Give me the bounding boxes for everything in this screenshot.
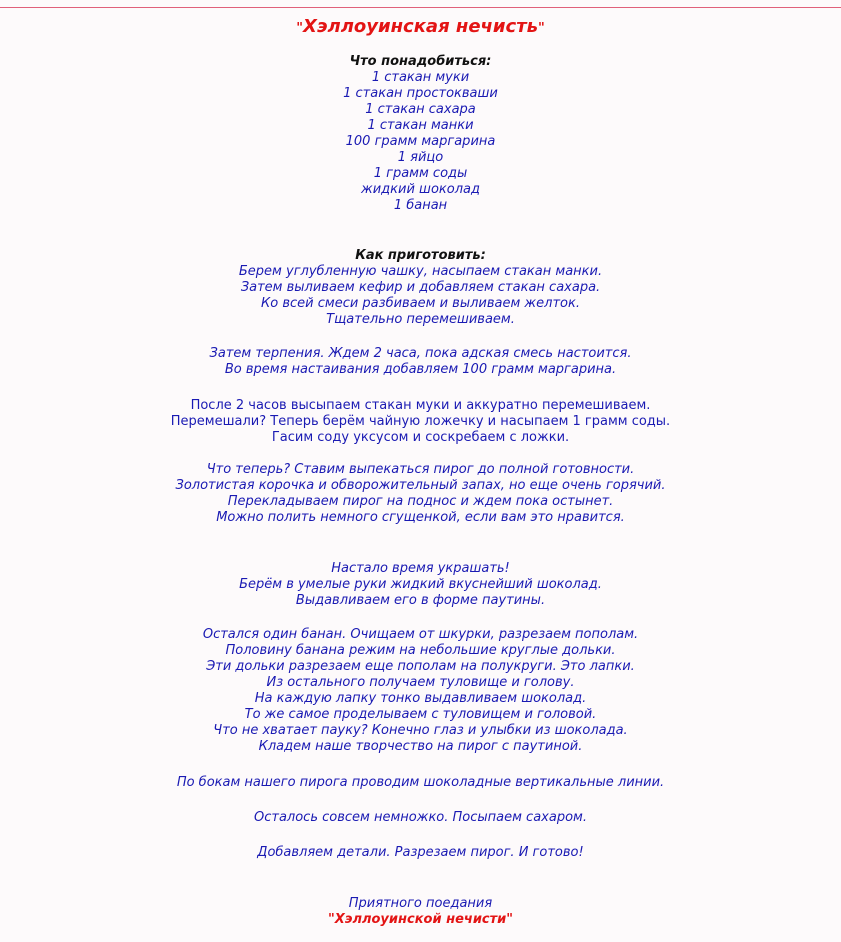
method-section	[0, 248, 841, 328]
method-line: Затем терпения. Ждем 2 часа, пока адская смесь настоится.	[209, 346, 632, 361]
method-line: Настало время украшать!	[331, 561, 510, 576]
method-line: Эти дольки разрезаем еще пополам на полукруги. Это лапки.	[206, 659, 635, 674]
method-line: Ко всей смеси разбиваем и выливаем желток.	[261, 296, 580, 311]
closing-title: "Хэллоуинской нечисти"	[327, 912, 514, 927]
method-line: То же самое проделываем с туловищем и головой.	[244, 707, 597, 722]
method-line: После 2 часов высыпаем стакан муки и аккуратно перемешиваем.	[190, 398, 651, 413]
method-line: Тщательно перемешиваем.	[326, 312, 515, 327]
page-title	[0, 16, 841, 40]
title-close-quote: "	[538, 21, 545, 36]
top-divider	[0, 7, 841, 8]
method-line: Выдавливаем его в форме паутины.	[295, 593, 546, 608]
method-paragraph	[0, 561, 841, 609]
method-paragraph	[0, 398, 841, 446]
method-line: Остался один банан. Очищаем от шкурки, разрезаем пополам.	[202, 627, 639, 642]
ingredient-item: 1 стакан сахара	[365, 102, 476, 117]
method-line: Можно полить немного сгущенкой, если вам это нравится.	[216, 510, 625, 525]
ingredient-item: 1 стакан простокваши	[343, 86, 498, 101]
title-open-quote: "	[296, 21, 303, 36]
ingredient-item: 1 банан	[393, 198, 448, 213]
method-paragraph	[0, 346, 841, 378]
method-line: Затем выливаем кефир и добавляем стакан сахара.	[240, 280, 601, 295]
method-line: Что теперь? Ставим выпекаться пирог до полной готовности.	[206, 462, 635, 477]
method-line: Добавляем детали. Разрезаем пирог. И готово!	[257, 845, 584, 860]
method-line: Перекладываем пирог на поднос и ждем пока остынет.	[227, 494, 614, 509]
method-line: Что не хватает пауку? Конечно глаз и улыбки из шоколада.	[213, 723, 628, 738]
method-line: Перемешали? Теперь берём чайную ложечку и насыпаем 1 грамм соды.	[170, 414, 671, 429]
ingredient-item: 1 стакан манки	[367, 118, 474, 133]
ingredient-item: жидкий шоколад	[361, 182, 480, 197]
ingredients-section	[0, 54, 841, 214]
method-line: Из остального получаем туловище и голову.	[266, 675, 575, 690]
method-line: Осталось совсем немножко. Посыпаем сахаром.	[254, 810, 587, 825]
ingredients-heading: Что понадобиться:	[349, 54, 492, 69]
ingredient-item: 1 стакан муки	[371, 70, 470, 85]
closing-line: Приятного поедания	[348, 896, 493, 911]
method-paragraph	[0, 627, 841, 755]
method-paragraph	[0, 845, 841, 861]
method-paragraph	[0, 775, 841, 791]
method-line: Золотистая корочка и обворожительный запах, но еще очень горячий.	[175, 478, 666, 493]
method-line: Берем углубленную чашку, насыпаем стакан манки.	[238, 264, 603, 279]
method-heading: Как приготовить:	[355, 248, 486, 263]
method-line: Во время настаивания добавляем 100 грамм маргарина.	[224, 362, 617, 377]
ingredient-item: 100 грамм маргарина	[345, 134, 496, 149]
ingredient-item: 1 яйцо	[397, 150, 444, 165]
method-line: Половину банана режим на небольшие круглые дольки.	[225, 643, 616, 658]
method-paragraph	[0, 462, 841, 526]
method-line: На каждую лапку тонко выдавливаем шоколад.	[254, 691, 587, 706]
method-line: Кладем наше творчество на пирог с паутиной.	[258, 739, 583, 754]
method-line: Гасим соду уксусом и соскребаем с ложки.	[271, 430, 570, 445]
method-line: Берём в умелые руки жидкий вкуснейший шоколад.	[239, 577, 602, 592]
method-line: По бокам нашего пирога проводим шоколадные вертикальные линии.	[176, 775, 665, 790]
method-paragraph	[0, 810, 841, 826]
ingredient-item: 1 грамм соды	[373, 166, 468, 181]
closing-section	[0, 896, 841, 928]
title-text: Хэллоуинская нечисть	[302, 16, 539, 37]
